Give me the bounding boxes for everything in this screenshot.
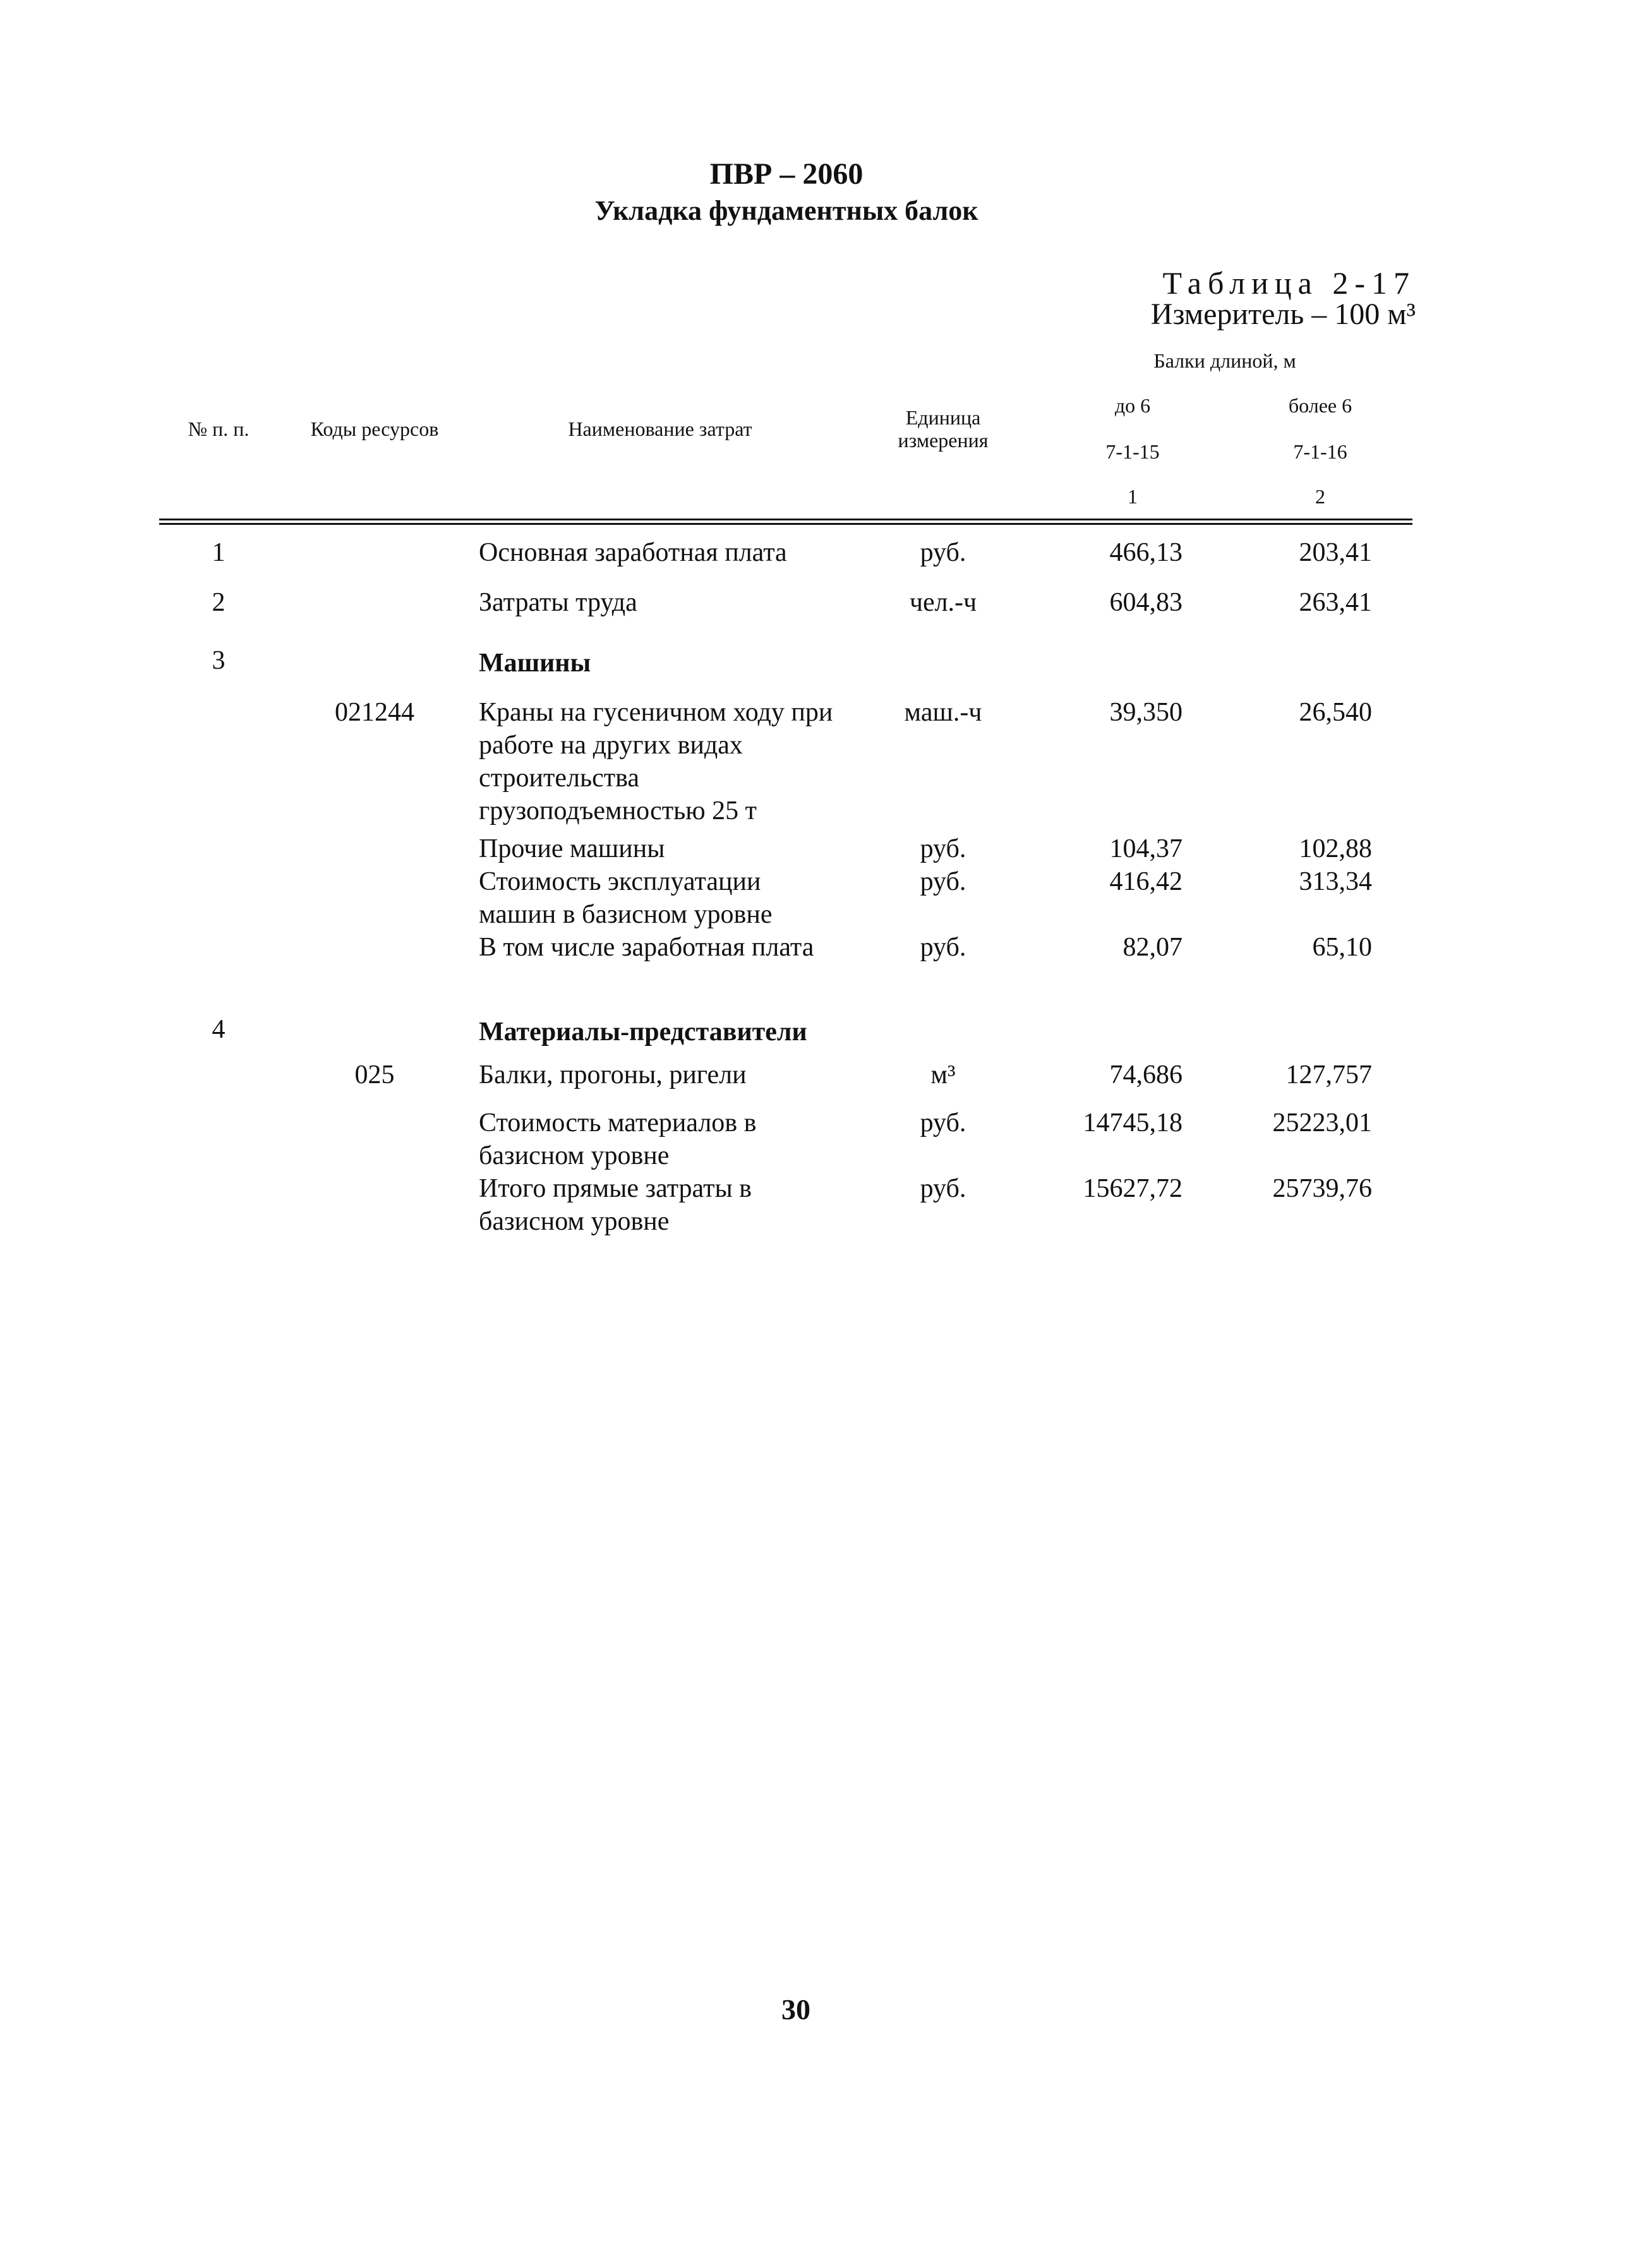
- row-num: [159, 931, 278, 1013]
- row-value-1: [1037, 634, 1228, 690]
- row-name: Итого прямые затраты в базисном уровне: [479, 1174, 752, 1236]
- row-num: 2: [212, 588, 226, 617]
- col-header-name: Наименование затрат: [471, 339, 849, 522]
- row-num: [159, 1172, 278, 1330]
- row-code: [278, 1107, 471, 1172]
- document-subtitle: Укладка фундаментных балок: [594, 195, 978, 226]
- table-row: [159, 832, 1412, 865]
- col-header-idx1: 1: [1037, 475, 1228, 522]
- row-num: [159, 690, 278, 832]
- row-name: Затраты труда: [479, 588, 637, 617]
- col-header-unit-text: Единица измерения: [898, 405, 989, 452]
- row-value-1: 74,686: [1109, 1060, 1183, 1089]
- page-number: 30: [781, 1993, 810, 2025]
- row-name: Стоимость материалов в базисном уровне: [479, 1108, 757, 1170]
- row-code: [278, 586, 471, 634]
- cost-table: [159, 339, 1412, 1330]
- row-code: [278, 1013, 471, 1059]
- row-code: [278, 865, 471, 931]
- row-name: В том числе заработная плата: [479, 933, 814, 962]
- row-value-1: 466,13: [1109, 538, 1183, 567]
- row-name: Краны на гусеничном ходу при работе на других видах строительства грузоподъемностью 25 т: [479, 698, 833, 825]
- row-code: 025: [354, 1060, 395, 1089]
- row-unit: руб.: [920, 834, 966, 863]
- col-header-code1: 7-1-15: [1105, 440, 1160, 463]
- row-value-2: 25223,01: [1272, 1108, 1372, 1137]
- section-heading: Машины: [479, 649, 591, 678]
- row-num: [159, 832, 278, 865]
- row-unit: чел.-ч: [909, 588, 977, 617]
- table-row: [159, 1013, 1412, 1059]
- table-row: [159, 586, 1412, 634]
- table-row: [159, 931, 1412, 1013]
- table-row: [159, 1172, 1412, 1330]
- row-value-1: 39,350: [1109, 698, 1183, 727]
- row-unit: [849, 1013, 1037, 1059]
- row-value-1: [1037, 1013, 1228, 1059]
- table-caption: Таблица 2-17: [1162, 265, 1416, 301]
- row-unit: м³: [930, 1060, 956, 1089]
- row-unit: руб.: [920, 867, 966, 896]
- row-unit: [849, 634, 1037, 690]
- row-code: [278, 1172, 471, 1330]
- row-value-1: 82,07: [1122, 933, 1183, 962]
- row-value-2: 25739,76: [1272, 1174, 1372, 1203]
- row-num: [159, 865, 278, 931]
- row-value-2: 313,34: [1299, 867, 1372, 896]
- row-unit: руб.: [920, 1174, 966, 1203]
- row-num: [159, 1059, 278, 1107]
- row-value-2: 26,540: [1299, 698, 1372, 727]
- row-value-2: 102,88: [1299, 834, 1372, 863]
- row-name: Стоимость эксплуатации машин в базисном уровне: [479, 867, 773, 929]
- row-code: [278, 931, 471, 1013]
- row-unit: руб.: [920, 933, 966, 962]
- row-unit: руб.: [920, 1108, 966, 1137]
- row-unit: маш.-ч: [904, 698, 982, 727]
- row-code: [278, 832, 471, 865]
- row-num: 4: [212, 1015, 226, 1044]
- row-value-1: 14745,18: [1083, 1108, 1183, 1137]
- row-value-2: 127,757: [1285, 1060, 1372, 1089]
- table-row: [159, 865, 1412, 931]
- col-header-group: Балки длиной, м: [1153, 349, 1296, 372]
- col-header-sub1: до 6: [1114, 394, 1151, 417]
- table-row: [159, 522, 1412, 586]
- col-header-num: № п. п.: [159, 339, 278, 522]
- row-value-1: 604,83: [1109, 588, 1183, 617]
- col-header-code: Коды ресурсов: [278, 339, 471, 522]
- table-row: [159, 1107, 1412, 1172]
- row-name: Основная заработная плата: [479, 538, 787, 567]
- row-value-2: [1228, 1013, 1412, 1059]
- row-value-2: 203,41: [1299, 538, 1372, 567]
- row-name: Балки, прогоны, ригели: [479, 1060, 747, 1089]
- row-value-1: 15627,72: [1083, 1174, 1183, 1203]
- section-heading: Материалы-представители: [479, 1017, 807, 1047]
- row-name: Прочие машины: [479, 834, 665, 863]
- row-value-1: 104,37: [1109, 834, 1183, 863]
- row-value-2: 263,41: [1299, 588, 1372, 617]
- col-header-unit: [849, 339, 1037, 522]
- row-value-1: 416,42: [1109, 867, 1183, 896]
- row-num: 1: [212, 538, 226, 567]
- document-title: ПВР – 2060: [709, 157, 864, 191]
- row-num: [159, 1107, 278, 1172]
- col-header-code2: 7-1-16: [1293, 440, 1347, 463]
- row-value-2: 65,10: [1312, 933, 1372, 962]
- row-code: [278, 522, 471, 586]
- col-header-idx2: 2: [1228, 475, 1412, 522]
- row-code: 021244: [335, 698, 414, 727]
- row-num: 3: [212, 646, 226, 675]
- row-value-2: [1228, 634, 1412, 690]
- table-row: [159, 690, 1412, 832]
- table-row: [159, 634, 1412, 690]
- row-code: [278, 634, 471, 690]
- table-row: [159, 1059, 1412, 1107]
- measure-caption: Измеритель – 100 м³: [1150, 297, 1416, 331]
- col-header-sub2: более 6: [1288, 394, 1352, 417]
- row-unit: руб.: [920, 538, 966, 567]
